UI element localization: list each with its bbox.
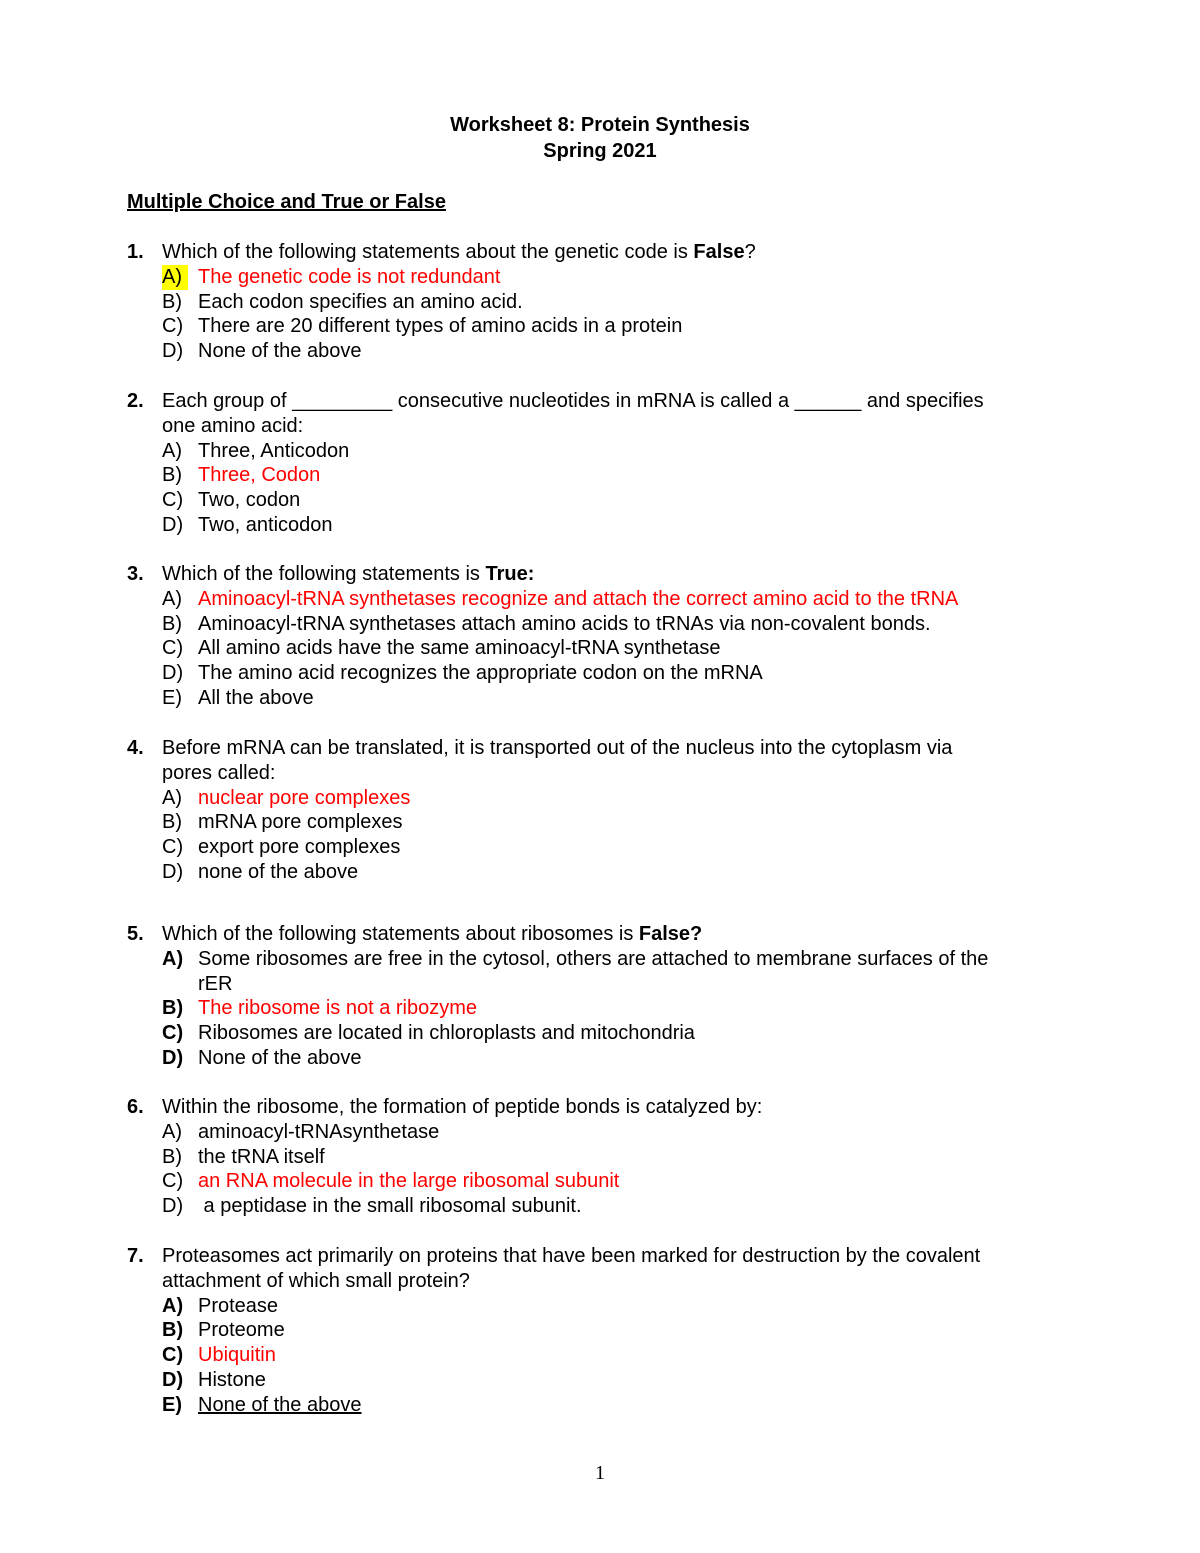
question-number: 1. [127,241,144,263]
option-letter: D) [162,860,184,883]
question-2 [127,389,1087,538]
question-number: 7. [127,1245,144,1267]
option-e [127,686,1087,711]
option-letter: E) [162,686,182,709]
option-letter: B) [162,464,182,487]
option-text: The ribosome is not a ribozyme [198,997,478,1020]
option-text: All the above [198,686,314,709]
option-letter: D) [162,1195,184,1218]
option-a [127,265,1087,290]
option-text: Ubiquitin [198,1344,276,1367]
option-b [127,463,1087,488]
question-number: 6. [127,1096,144,1118]
option-text: Protease [198,1294,279,1317]
question-5 [127,922,1087,1071]
option-a-continued [127,972,1087,997]
option-letter: B) [162,811,182,834]
option-text: Two, anticodon [198,513,333,536]
question-stem: Within the ribosome, the formation of peptide bonds is catalyzed by: [162,1096,763,1118]
option-b [127,612,1087,637]
question-4 [127,736,1087,885]
option-d [127,1194,1087,1219]
option-text: Proteome [198,1319,285,1342]
option-a [127,1294,1087,1319]
option-letter: B) [162,997,184,1020]
option-text: export pore complexes [198,836,401,859]
option-d [127,513,1087,538]
section-heading: Multiple Choice and True or False [127,191,446,213]
option-letter: C) [162,1170,184,1193]
option-letter: A) [162,1294,184,1317]
option-e [127,1393,1087,1418]
option-text: none of the above [198,860,359,883]
option-letter: C) [162,1022,184,1045]
option-c [127,1343,1087,1368]
question-stem-continued: pores called: [162,761,276,784]
option-text: Aminoacyl-tRNA synthetases attach amino acids to tRNAs via non-covalent bonds. [198,612,931,635]
option-c [127,1169,1087,1194]
question-stem-continued: one amino acid: [162,414,304,437]
question-stem: Before mRNA can be translated, it is transported out of the nucleus into the cytoplasm via [162,737,953,759]
option-letter: A) [162,265,188,290]
option-letter: B) [162,1145,182,1168]
option-letter: D) [162,1368,184,1391]
option-a [127,439,1087,464]
question-number: 5. [127,923,144,945]
option-letter: D) [162,662,184,685]
question-number: 4. [127,737,144,759]
option-letter: E) [162,1393,182,1416]
option-letter: B) [162,1319,184,1342]
option-letter: C) [162,836,184,859]
option-text: None of the above [198,1046,362,1069]
option-c [127,314,1087,339]
worksheet-title: Worksheet 8: Protein Synthesis [450,114,750,136]
option-b [127,1318,1087,1343]
option-c [127,636,1087,661]
option-text: None of the above [198,1393,362,1416]
question-stem: Each group of _________ consecutive nucleotides in mRNA is called a ______ and specifies [162,390,984,412]
option-text: Aminoacyl-tRNA synthetases recognize and attach the correct amino acid to the tRNA [198,587,959,610]
option-text: The genetic code is not redundant [198,265,501,288]
option-d [127,1368,1087,1393]
option-c [127,488,1087,513]
option-text: There are 20 different types of amino acids in a protein [198,315,683,338]
option-b [127,290,1087,315]
option-text: Ribosomes are located in chloroplasts and mitochondria [198,1022,695,1045]
option-text: Histone [198,1368,266,1391]
option-text: Each codon specifies an amino acid. [198,290,523,313]
option-d [127,860,1087,885]
option-text: All amino acids have the same aminoacyl-tRNA synthetase [198,637,721,660]
option-letter: D) [162,340,184,363]
option-text: None of the above [198,340,362,363]
question-stem: Which of the following statements about ribosomes is False? [162,923,703,945]
option-text: nuclear pore complexes [198,786,411,809]
option-text: mRNA pore complexes [198,811,403,834]
option-c [127,835,1087,860]
option-text-continued: rER [198,972,233,995]
option-text: a peptidase in the small ribosomal subunit. [198,1195,582,1218]
option-text: The amino acid recognizes the appropriate codon on the mRNA [198,662,763,685]
option-b [127,810,1087,835]
option-a [127,947,1087,972]
option-letter: A) [162,786,182,809]
option-letter: A) [162,1120,182,1143]
option-b [127,1145,1087,1170]
question-3 [127,562,1087,711]
option-text: Some ribosomes are free in the cytosol, others are attached to membrane surfaces of the [198,947,989,970]
question-stem-continued: attachment of which small protein? [162,1269,470,1292]
option-d [127,339,1087,364]
option-letter: A) [162,439,182,462]
option-text: the tRNA itself [198,1145,325,1168]
worksheet-subtitle: Spring 2021 [543,140,657,162]
question-stem: Proteasomes act primarily on proteins that have been marked for destruction by the covalent [162,1245,981,1267]
option-a [127,786,1087,811]
question-stem: Which of the following statements about the genetic code is False? [162,241,756,263]
question-1 [127,240,1087,364]
option-text: Three, Anticodon [198,439,350,462]
question-number: 3. [127,563,144,585]
option-letter: C) [162,637,184,660]
page-number: 1 [595,1462,605,1484]
option-letter: C) [162,1344,184,1367]
option-d [127,1046,1087,1071]
option-c [127,1021,1087,1046]
question-7 [127,1244,1087,1418]
question-stem: Which of the following statements is True: [162,563,535,585]
option-a [127,1120,1087,1145]
option-letter: C) [162,315,184,338]
option-letter: A) [162,947,184,970]
option-text: an RNA molecule in the large ribosomal subunit [198,1170,620,1193]
option-text: aminoacyl-tRNAsynthetase [198,1120,440,1143]
option-a [127,587,1087,612]
option-letter: C) [162,489,184,512]
option-text: Two, codon [198,489,301,512]
option-letter: D) [162,513,184,536]
option-letter: D) [162,1046,184,1069]
option-d [127,661,1087,686]
option-text: Three, Codon [198,464,321,487]
question-6 [127,1095,1087,1219]
option-letter: A) [162,587,182,610]
option-letter: B) [162,612,182,635]
option-b [127,996,1087,1021]
option-letter: B) [162,290,182,313]
question-number: 2. [127,390,144,412]
